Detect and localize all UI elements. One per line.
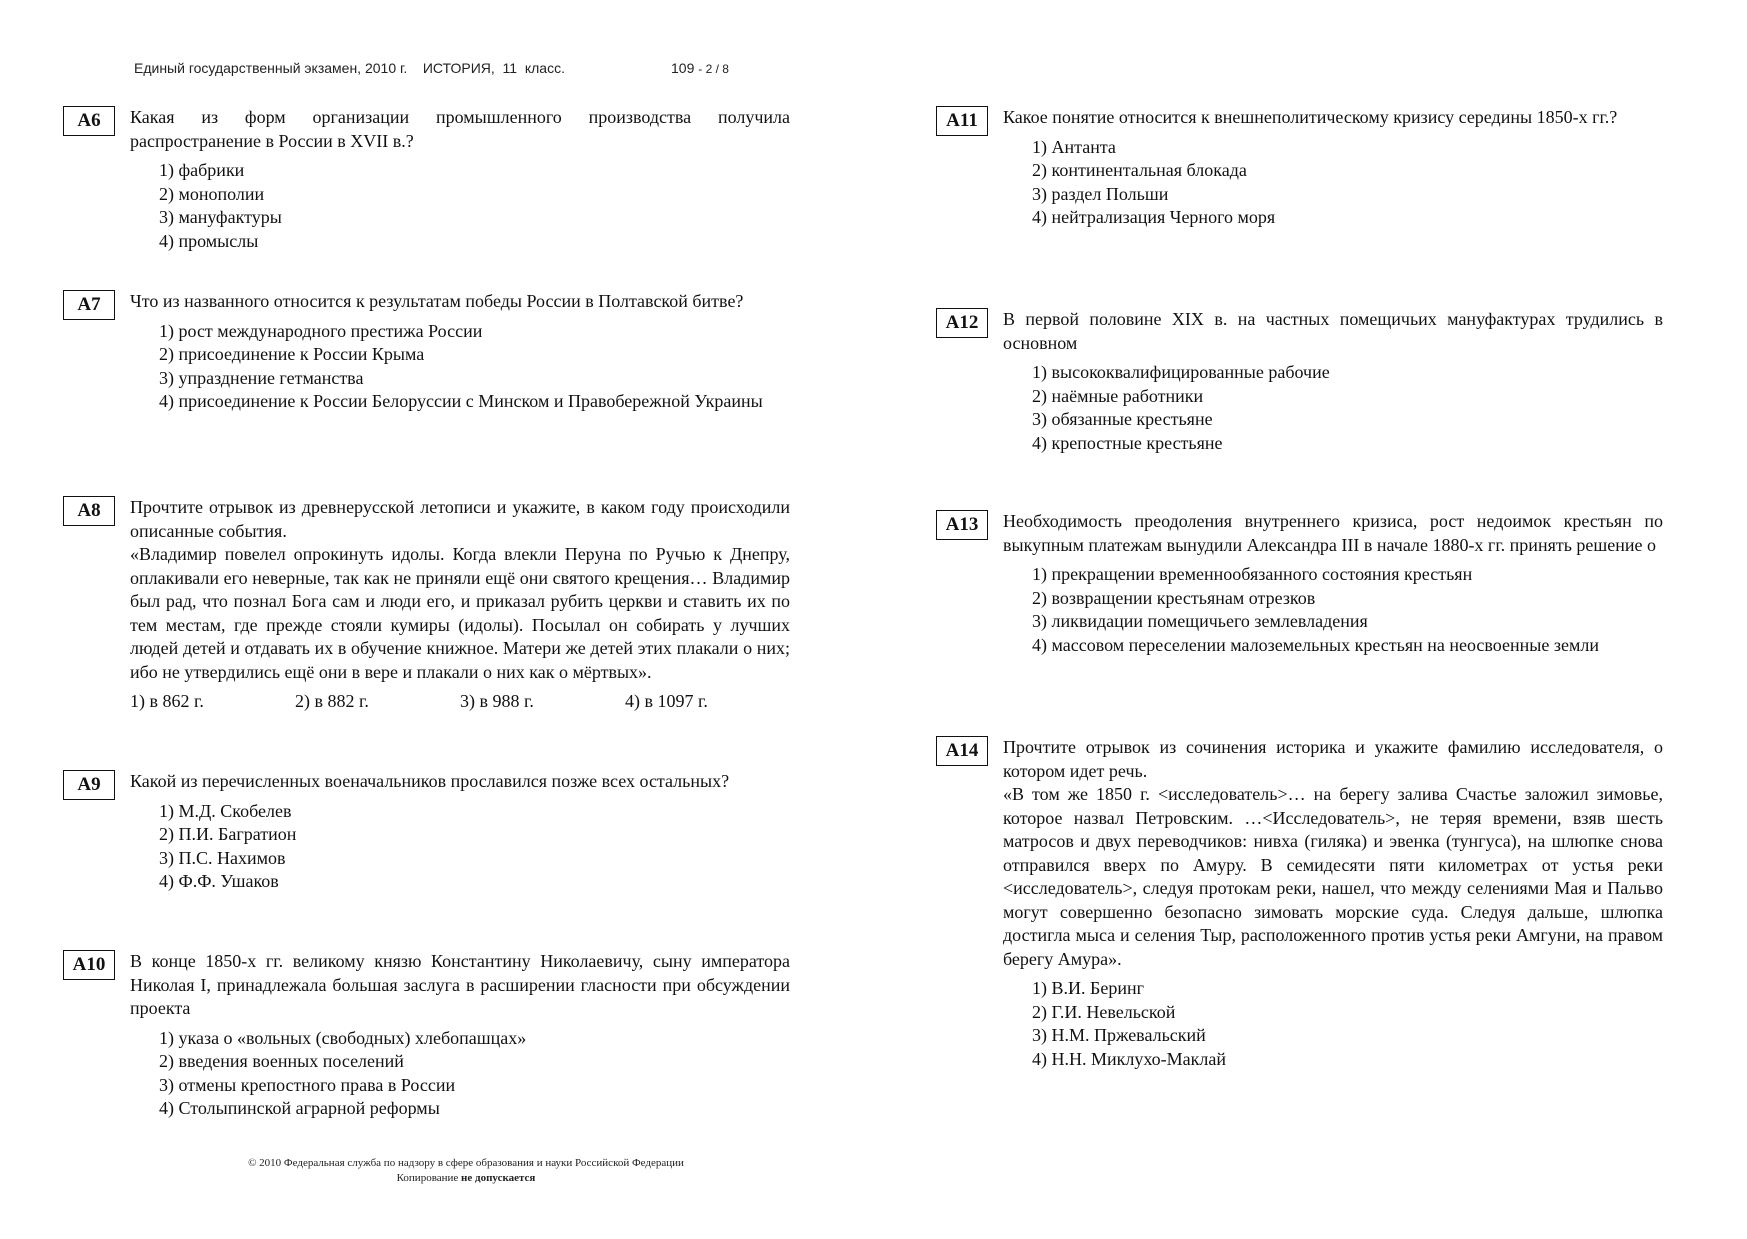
answer-options bbox=[130, 320, 790, 414]
answer-options bbox=[130, 800, 790, 894]
page-header bbox=[134, 60, 729, 76]
header-title: Единый государственный экзамен, 2010 г. ИСТОРИЯ, 11 класс. bbox=[134, 60, 565, 76]
answer-option[interactable]: 1) рост международного престижа России bbox=[159, 320, 483, 341]
answer-option[interactable]: 2) наёмные работники bbox=[1032, 385, 1204, 406]
answer-option[interactable]: 4) массовом переселении малоземельных крестьян на неосвоенные земли bbox=[1032, 634, 1599, 655]
answer-option[interactable]: 4) крепостные крестьяне bbox=[1032, 432, 1223, 453]
task-a6 bbox=[77, 106, 790, 253]
answer-option[interactable]: 4) присоединение к России Белоруссии с Минском и Правобережной Украины bbox=[159, 391, 763, 411]
task-question: Необходимость преодоления внутреннего кризиса, рост недоимок крестьян по выкупным платежам вынудили Александра III в начале 1880-х гг. принять решение о bbox=[1003, 511, 1663, 555]
answer-options bbox=[1003, 361, 1663, 455]
task-question: Прочтите отрывок из древнерусской летописи и укажите, в каком году происходили описанные события. bbox=[130, 497, 790, 541]
answer-option[interactable]: 1) М.Д. Скобелев bbox=[159, 800, 292, 821]
copyright-footer bbox=[196, 1156, 736, 1186]
answer-option[interactable]: 4) Столыпинской аграрной реформы bbox=[159, 1098, 440, 1118]
task-question: Какое понятие относится к внешнеполитическому кризису середины 1850-х гг.? bbox=[1003, 107, 1618, 127]
task-number: A11 bbox=[936, 106, 988, 136]
answer-option[interactable]: 3) в 988 г. bbox=[460, 691, 534, 711]
answer-option[interactable]: 4) промыслы bbox=[159, 230, 259, 251]
answer-option[interactable]: 1) Антанта bbox=[1032, 136, 1116, 157]
answer-option[interactable]: 2) в 882 г. bbox=[295, 691, 369, 711]
answer-option[interactable]: 3) П.С. Нахимов bbox=[159, 847, 286, 868]
answer-options bbox=[1003, 136, 1663, 230]
answer-option[interactable]: 3) отмены крепостного права в России bbox=[159, 1074, 456, 1095]
answer-option[interactable]: 1) в 862 г. bbox=[130, 691, 204, 711]
answer-option[interactable]: 2) Г.И. Невельской bbox=[1032, 1001, 1176, 1022]
answer-option[interactable]: 3) ликвидации помещичьего землевладения bbox=[1032, 611, 1368, 631]
answer-option[interactable]: 1) фабрики bbox=[159, 160, 245, 180]
page-number: 109 - 2 / 8 bbox=[671, 60, 729, 76]
answer-option[interactable]: 2) присоединение к России Крыма bbox=[159, 344, 425, 364]
task-question: Прочтите отрывок из сочинения историка и укажите фамилию исследователя, о котором идет речь. bbox=[1003, 737, 1663, 781]
task-a13 bbox=[945, 510, 1663, 657]
answer-options bbox=[1003, 977, 1663, 1071]
answer-options bbox=[130, 159, 790, 253]
task-number: A10 bbox=[63, 950, 115, 980]
task-number: A12 bbox=[936, 308, 988, 338]
answer-option[interactable]: 2) континентальная блокада bbox=[1032, 160, 1247, 180]
task-question: Какой из перечисленных военачальников прославился позже всех остальных? bbox=[130, 771, 730, 791]
answer-option[interactable]: 4) в 1097 г. bbox=[625, 691, 708, 711]
task-number: A7 bbox=[63, 290, 115, 320]
task-number: A13 bbox=[936, 510, 988, 540]
task-a11 bbox=[946, 106, 1663, 230]
answer-options bbox=[130, 1027, 790, 1121]
task-number: A9 bbox=[63, 770, 115, 800]
answer-options bbox=[1003, 563, 1663, 657]
answer-option[interactable]: 3) упразднение гетманства bbox=[159, 367, 364, 388]
answer-option[interactable]: 1) прекращении временнообязанного состояния крестьян bbox=[1032, 564, 1473, 584]
task-number: A8 bbox=[63, 496, 115, 526]
answer-option[interactable]: 2) введения военных поселений bbox=[159, 1051, 404, 1071]
answer-option[interactable]: 4) Ф.Ф. Ушаков bbox=[159, 871, 279, 891]
answer-option[interactable]: 3) мануфактуры bbox=[159, 207, 282, 227]
answer-option[interactable]: 4) Н.Н. Миклухо-Маклай bbox=[1032, 1048, 1227, 1069]
copy-notice: Копирование не допускается bbox=[396, 1172, 536, 1184]
chronicle-excerpt: «Владимир повелел опрокинуть идолы. Когда влекли Перуна по Ручью к Днепру, оплакивали его неверные, так как не приняли ещё они святого крещения… Владимир был рад, что познал Бога сам и люди его, и приказал рубить церкви и ставить их по тем местам, где прежде стояли кумиры (идолы). Посылал он собирать у лучших людей детей и отдавать их в обучение книжное. Матери же детей этих плакали о них; ибо не утвердились ещё они в вере и плакали о них как о мёртвых». bbox=[130, 544, 790, 682]
answer-option[interactable]: 1) В.И. Беринг bbox=[1032, 978, 1144, 998]
task-question: В первой половине XIX в. на частных помещичьих мануфактурах трудились в основном bbox=[1003, 309, 1663, 353]
answer-option[interactable]: 3) раздел Польши bbox=[1032, 183, 1169, 204]
answer-option[interactable]: 1) высококвалифицированные рабочие bbox=[1032, 362, 1330, 382]
task-a12 bbox=[945, 308, 1663, 455]
answer-option[interactable]: 2) возвращении крестьянам отрезков bbox=[1032, 587, 1316, 608]
task-a10 bbox=[72, 950, 790, 1121]
task-a7 bbox=[77, 290, 790, 414]
copyright-line: © 2010 Федеральная служба по надзору в сфере образования и науки Российской Федерации bbox=[248, 1157, 684, 1169]
answer-option[interactable]: 2) монополии bbox=[159, 183, 265, 204]
answer-options bbox=[130, 690, 790, 714]
task-number: A14 bbox=[936, 736, 988, 766]
answer-option[interactable]: 3) обязанные крестьяне bbox=[1032, 409, 1213, 429]
answer-option[interactable]: 1) указа о «вольных (свободных) хлебопашцах» bbox=[159, 1027, 527, 1048]
task-question: Что из названного относится к результатам победы России в Полтавской битве? bbox=[130, 291, 744, 311]
answer-option[interactable]: 2) П.И. Багратион bbox=[159, 824, 297, 844]
task-number: A6 bbox=[63, 106, 115, 136]
task-a9 bbox=[77, 770, 790, 894]
answer-option[interactable]: 4) нейтрализация Черного моря bbox=[1032, 207, 1276, 227]
historian-excerpt: «В том же 1850 г. <исследователь>… на берегу залива Счастье заложил зимовье, которое назвал Петровским. …<Исследователь>, не теряя времени, взяв шесть матросов и двух переводчиков: нивха (гиляка) и эвенка (тунгуса), на шлюпке снова отправился вверх по Амуру. В семидесяти пяти километрах от устья реки <исследователь>, следуя протокам реки, нашел, что между селениями Мая и Пальво могут совершенно безопасно зимовать морские суда. Следуя дальше, шлюпка достигла мыса и селения Тыр, расположенного против устья реки Амгуни, на правом берегу Амура». bbox=[1003, 784, 1663, 969]
task-question: В конце 1850-х гг. великому князю Константину Николаевичу, сыну императора Николая I, принадлежала большая заслуга в расширении гласности при обсуждении проекта bbox=[130, 951, 790, 1018]
answer-option[interactable]: 3) Н.М. Пржевальский bbox=[1032, 1025, 1206, 1045]
task-a14 bbox=[945, 736, 1663, 1071]
task-a8 bbox=[77, 496, 790, 714]
task-question: Какая из форм организации промышленного производства получила распространение в России в XVII в.? bbox=[130, 107, 790, 151]
